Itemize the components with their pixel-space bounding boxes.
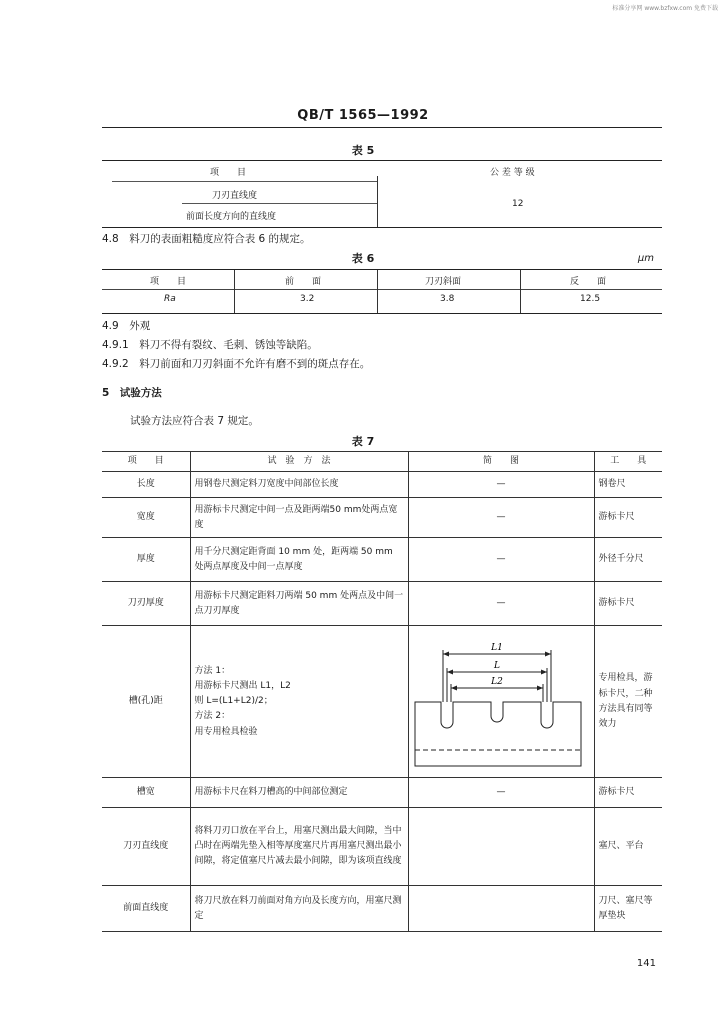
- table-row: [102, 498, 662, 538]
- table7-method: 用游标卡尺测定距料刀两端 50 mm 处两点及中间一点刀刃厚度: [190, 582, 408, 626]
- table6-top-rule: [102, 269, 662, 270]
- table7-method: 用钢卷尺测定料刀宽度中间部位长度: [190, 472, 408, 498]
- table6-divider-3: [520, 270, 521, 314]
- table7-diagram: —: [408, 582, 594, 626]
- table7-item: 槽(孔)距: [102, 626, 190, 778]
- page-number: 141: [636, 958, 656, 969]
- table6-row-front: 3.2: [300, 294, 315, 304]
- table-row: [102, 778, 662, 808]
- table7-item: 长度: [102, 472, 190, 498]
- table-row: [102, 808, 662, 886]
- table-row: [102, 472, 662, 498]
- method-line: 用专用检具检验: [194, 726, 258, 737]
- method-line: 用游标卡尺测出 L1，L2: [194, 680, 291, 691]
- table7-diagram: [408, 808, 594, 886]
- table7-diagram: —: [408, 538, 594, 582]
- table5-row2: 前面长度方向的直线度: [186, 212, 277, 222]
- table7-header-method: 试 验 方 法: [190, 452, 408, 472]
- table6-header-bevel: 刀刃斜面: [425, 277, 462, 287]
- table5-grade: 12: [512, 199, 524, 209]
- table7-method: 用千分尺测定距背面 10 mm 处，距两端 50 mm 处两点厚度及中间一点厚度: [190, 538, 408, 582]
- table7-tool: 游标卡尺: [594, 498, 662, 538]
- method-line: 方法 2：: [194, 711, 231, 722]
- table7-method: 用游标卡尺在料刀槽高的中间部位测定: [190, 778, 408, 808]
- table7-item: 厚度: [102, 538, 190, 582]
- label-l1: L1: [491, 642, 503, 653]
- watermark: 标准分享网 www.bzfxw.com 免费下载: [612, 5, 718, 12]
- table6-bottom-rule: [102, 313, 662, 314]
- table6-row-back: 12.5: [580, 294, 601, 304]
- label-l2: L2: [491, 676, 503, 687]
- standard-code: QB/T 1565—1992: [297, 108, 429, 123]
- table5-col-item: 项 目: [210, 168, 247, 178]
- table7-item: 刀刃直线度: [102, 808, 190, 886]
- table7-tool: 外径千分尺: [594, 538, 662, 582]
- table5-row-rule: [182, 203, 377, 204]
- para-4-8: 4.8 料刀的表面粗糙度应符合表 6 的规定。: [102, 233, 311, 245]
- table7-item: 前面直线度: [102, 886, 190, 932]
- table5-col-grade: 公 差 等 级: [490, 168, 535, 178]
- table6-row-item: Ra: [164, 294, 176, 304]
- table6-header-back: 反 面: [570, 277, 607, 287]
- table5-top-rule: [102, 160, 662, 161]
- table6-header-item: 项 目: [150, 277, 187, 287]
- table5-divider: [377, 176, 378, 228]
- table7-tool: 游标卡尺: [594, 582, 662, 626]
- table6-header-front: 前 面: [285, 277, 322, 287]
- para-4-9: 4.9 外观: [102, 320, 151, 332]
- para-4-9-1: 4.9.1 料刀不得有裂纹、毛刺、锈蚀等缺陷。: [102, 339, 318, 351]
- para-5: 试验方法应符合表 7 规定。: [130, 415, 259, 427]
- table7-item: 宽度: [102, 498, 190, 538]
- table7-tool: 钢卷尺: [594, 472, 662, 498]
- table7-item: 槽宽: [102, 778, 190, 808]
- table7: [102, 451, 662, 932]
- table5-bottom-rule: [102, 227, 662, 228]
- table7-header-item: 项 目: [102, 452, 190, 472]
- table-row: [102, 886, 662, 932]
- table7-diagram: —: [408, 778, 594, 808]
- table5-header-rule: [112, 181, 377, 182]
- heading-5: 5 试验方法: [102, 387, 162, 399]
- table7-method: 将料刀刃口放在平台上，用塞尺测出最大间隙，当中凸时在两端先垫入相等厚度塞尺片再用塞尺测出最小间隙，将定值塞尺片减去最小间隙，即为该项直线度: [190, 808, 408, 886]
- table-row: [102, 626, 662, 778]
- table7-tool: 专用检具，游标卡尺，二种方法具有同等效力: [594, 626, 662, 778]
- table7-tool: 塞尺、平台: [594, 808, 662, 886]
- table5-caption: 表 5: [351, 144, 375, 157]
- method-line: 方法 1：: [194, 665, 231, 676]
- table7-header-tool: 工 具: [594, 452, 662, 472]
- header-rule: [102, 127, 662, 128]
- table7-diagram: —: [408, 472, 594, 498]
- method-line: 则 L=(L1+L2)/2；: [194, 696, 273, 707]
- table-row: [102, 538, 662, 582]
- table6-caption: 表 6: [351, 252, 375, 265]
- table7-caption: 表 7: [351, 435, 375, 448]
- table7-diagram: —: [408, 498, 594, 538]
- label-l: L: [494, 660, 500, 671]
- table7-tool: 游标卡尺: [594, 778, 662, 808]
- table6-divider-2: [377, 270, 378, 314]
- table7-method-group: [190, 626, 408, 778]
- slot-pitch-diagram: [411, 632, 591, 772]
- table6-divider-1: [234, 270, 235, 314]
- table7-diagram-cell: [408, 626, 594, 778]
- table7-diagram: [408, 886, 594, 932]
- table7-method: 用游标卡尺测定中间一点及距两端50 mm处两点宽度: [190, 498, 408, 538]
- para-4-9-2: 4.9.2 料刀前面和刀刃斜面不允许有磨不到的斑点存在。: [102, 358, 371, 370]
- table6-mid-rule: [102, 289, 662, 290]
- table7-method: 将刀尺放在料刀前面对角方向及长度方向，用塞尺测定: [190, 886, 408, 932]
- table7-item: 刀刃厚度: [102, 582, 190, 626]
- table7-tool: 刀尺、塞尺等厚垫块: [594, 886, 662, 932]
- table6-unit: μm: [637, 253, 654, 264]
- table6-row-bevel: 3.8: [440, 294, 455, 304]
- table5-row1: 刀刃直线度: [212, 191, 258, 201]
- table7-header-diagram: 简 图: [408, 452, 594, 472]
- table-row: [102, 582, 662, 626]
